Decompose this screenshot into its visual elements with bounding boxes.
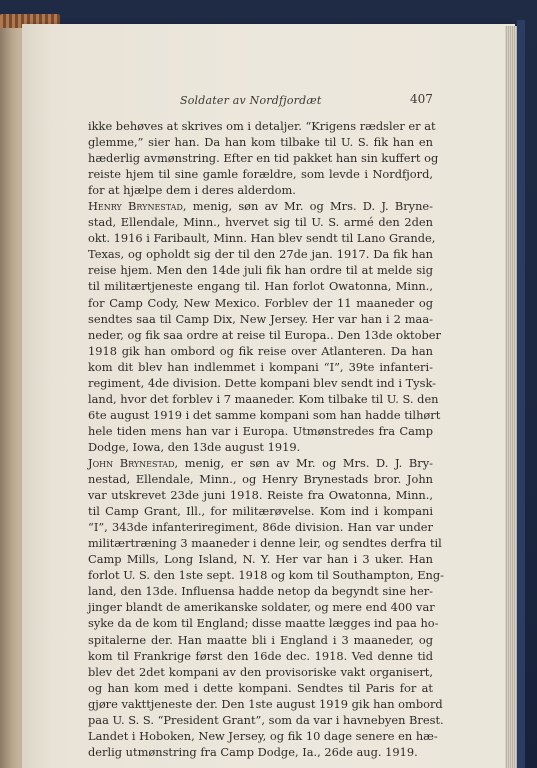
- soldier-name: John Brynestad,: [88, 455, 179, 470]
- line-text: sendtes saa til Camp Dix, New Jersey. Her var han i 2 maa-: [88, 311, 433, 326]
- text-line: [88, 327, 441, 343]
- text-line: [88, 487, 433, 503]
- line-text: reise hjem. Men den 14de juli fik han ordre til at melde sig: [88, 263, 433, 278]
- text-line: [88, 214, 433, 230]
- line-text: for Camp Cody, New Mexico. Forblev der 11 maaneder og: [88, 295, 433, 310]
- text-line: [88, 632, 433, 648]
- line-text: blev det 2det kompani av den provisoriske vakt organisert,: [88, 664, 433, 679]
- text-line: [88, 262, 433, 278]
- text-line: [88, 599, 433, 615]
- soldier-name: Henry Brynestad,: [88, 199, 187, 214]
- text-line: [88, 439, 433, 455]
- line-text: hæderlig avmønstring. Efter en tid pakket han sin kuffert og: [88, 151, 439, 166]
- line-text: til Camp Grant, Ill., for militærøvelse. Kom ind i kompani: [88, 504, 433, 519]
- text-line: [88, 182, 433, 198]
- text-line: [88, 471, 433, 487]
- text-line: [88, 696, 443, 712]
- line-text: Camp Mills, Long Island, N. Y. Her var han i 3 uker. Han: [88, 552, 433, 567]
- text-line: [88, 246, 433, 262]
- text-line: [88, 503, 433, 519]
- line-text: hele tiden mens han var i Europa. Utmønstredes fra Camp: [88, 423, 433, 438]
- running-head-title: Soldater av Nordfjordæt: [180, 94, 322, 107]
- line-text: 1918 gik han ombord og fik reise over Atlanteren. Da han: [88, 343, 433, 358]
- line-text: regiment, 4de division. Dette kompani blev sendt ind i Tysk-: [88, 375, 437, 390]
- line-text: land, den 13de. Influensa hadde netop da begyndt sine her-: [88, 584, 433, 599]
- text-line: [88, 648, 433, 664]
- line-text: Texas, og opholdt sig der til den 27de jan. 1917. Da fik han: [88, 247, 433, 262]
- text-line: [88, 375, 437, 391]
- line-text: syke da de kom til England; disse maatte lægges ind paa ho-: [88, 616, 439, 631]
- text-line: [88, 744, 433, 760]
- text-line: [88, 551, 433, 567]
- line-text: til militærtjeneste engang til. Han forlot Owatonna, Minn.,: [88, 279, 433, 294]
- line-text: militærtræning 3 maaneder i denne leir, og sendtes derfra til: [88, 536, 442, 551]
- text-line: [88, 728, 438, 744]
- text-line: [88, 519, 433, 535]
- text-line: [88, 407, 441, 423]
- text-line: [88, 311, 433, 327]
- line-text: land, hvor det forblev i 7 maaneder. Kom tilbake til U. S. den: [88, 391, 439, 406]
- line-text: menig, er søn av Mr. og Mrs. D. J. Bry-: [178, 455, 433, 470]
- line-text: reiste hjem til sine gamle forældre, som levde i Nordfjord,: [88, 167, 433, 182]
- text-line: [88, 680, 433, 696]
- line-text: spitalerne der. Han maatte bli i England i 3 maaneder, og: [88, 632, 433, 647]
- line-text: derlig utmønstring fra Camp Dodge, Ia., 26de aug. 1919.: [88, 744, 418, 759]
- line-text: Dodge, Iowa, den 13de august 1919.: [88, 439, 301, 454]
- text-line: [88, 278, 433, 294]
- text-line: [88, 712, 444, 728]
- text-line: [88, 615, 439, 631]
- text-line: [88, 166, 433, 182]
- line-text: paa U. S. S. “President Grant”, som da var i havnebyen Brest.: [88, 712, 444, 727]
- text-line: [88, 295, 433, 311]
- text-line: [88, 359, 433, 375]
- text-line: [88, 118, 436, 134]
- text-line: [88, 567, 445, 583]
- line-text: stad, Ellendale, Minn., hvervet sig til U. S. armé den 2den: [88, 215, 433, 230]
- text-line: [88, 583, 433, 599]
- line-text: neder, og fik saa ordre at reise til Europa.. Den 13de oktober: [88, 327, 441, 342]
- line-text: glemme,” sier han. Da han kom tilbake til U. S. fik han en: [88, 135, 433, 150]
- text-line: [88, 455, 433, 471]
- line-text: kom til Frankrige først den 16de dec. 1918. Ved denne tid: [88, 648, 433, 663]
- body-text: [88, 118, 445, 760]
- line-text: menig, søn av Mr. og Mrs. D. J. Bryne-: [186, 199, 434, 214]
- line-text: nestad, Ellendale, Minn., og Henry Brynestads bror. John: [88, 472, 433, 487]
- line-text: for at hjælpe dem i deres alderdom.: [88, 183, 296, 198]
- line-text: kom dit blev han indlemmet i kompani “I”, 39te infanteri-: [88, 359, 433, 374]
- line-text: gjøre vakttjeneste der. Den 1ste august 1919 gik han ombord: [88, 696, 443, 711]
- text-line: [88, 664, 433, 680]
- text-line: [88, 150, 439, 166]
- text-line: [88, 343, 433, 359]
- page-number: 407: [410, 92, 433, 106]
- text-line: [88, 391, 439, 407]
- text-line: [88, 134, 433, 150]
- page-edges: [505, 26, 517, 768]
- line-text: 6te august 1919 i det samme kompani som han hadde tilhørt: [88, 407, 441, 422]
- line-text: forlot U. S. den 1ste sept. 1918 og kom til Southampton, Eng-: [88, 568, 445, 583]
- line-text: og han kom med i dette kompani. Sendtes til Paris for at: [88, 680, 433, 695]
- text-line: [88, 230, 436, 246]
- line-text: okt. 1916 i Faribault, Minn. Han blev sendt til Lano Grande,: [88, 231, 436, 246]
- line-text: “I”, 343de infanteriregiment, 86de division. Han var under: [88, 520, 433, 535]
- line-text: jinger blandt de amerikanske soldater, og mere end 400 var: [88, 600, 435, 615]
- text-line: [88, 535, 442, 551]
- text-line: [88, 423, 433, 439]
- line-text: var utskrevet 23de juni 1918. Reiste fra Owatonna, Minn.,: [88, 488, 433, 503]
- line-text: Landet i Hoboken, New Jersey, og fik 10 dage senere en hæ-: [88, 728, 438, 743]
- text-line: [88, 198, 433, 214]
- cover-edge: [517, 20, 525, 768]
- line-text: ikke behøves at skrives om i detaljer. “Krigens rædsler er at: [88, 119, 436, 133]
